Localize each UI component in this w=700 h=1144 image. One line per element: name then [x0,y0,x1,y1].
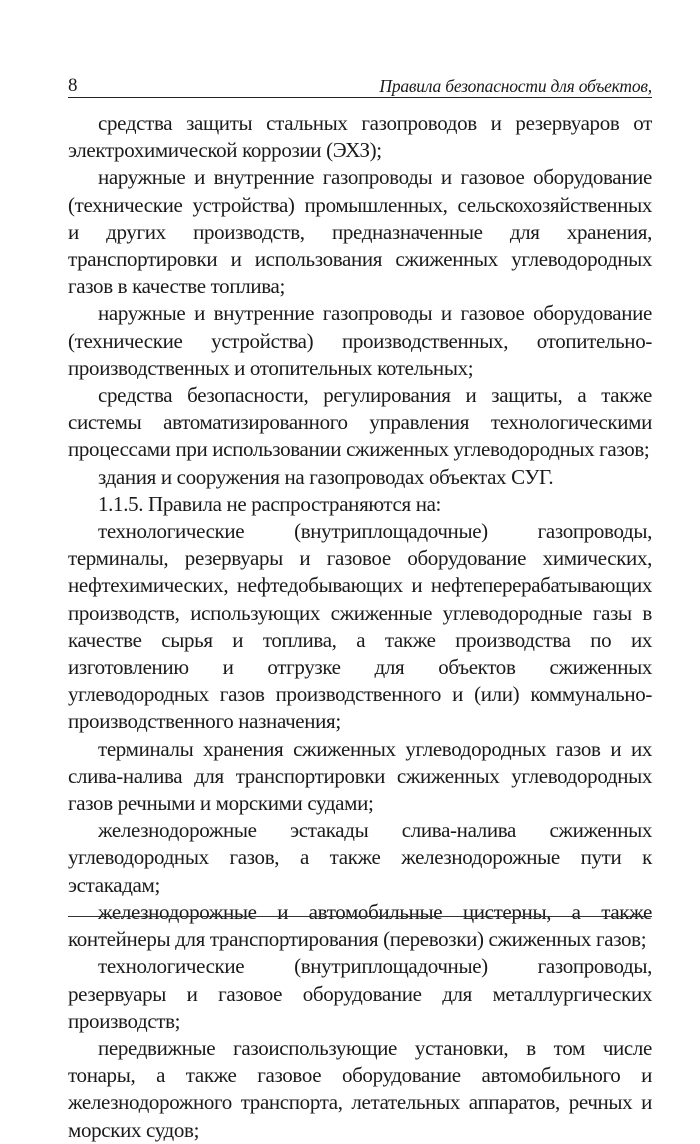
paragraph: средства защиты стальных газопроводов и резервуаров от электрохимической коррозии (ЭХЗ); [68,111,652,163]
footer-rule [68,916,652,917]
paragraph: технологические (внутриплощадочные) газопроводы, терминалы, резервуары и газовое оборудование химических, нефтехимических, нефтедобывающих и нефтеперерабатывающих производств, использующих сжиженные углеводородные газы в качестве сырья и топлива, а также производства по их изготовлению и отгрузке для объектов сжиженных углеводородных газов производственного и (или) коммунально-производственного назначения; [68,519,652,734]
paragraph: наружные и внутренние газопроводы и газовое оборудование (технические устройства) производственных, отопительно-производственных и отопительных котельных; [68,301,652,380]
paragraph: наружные и внутренние газопроводы и газовое оборудование (технические устройства) промышленных, сельскохозяйственных и других производств, предназначенные для хранения, транспортировки и использования сжиженных углеводородных газов в качестве топлива; [68,165,652,299]
paragraph: передвижные газоиспользующие установки, в том числе тонары, а также газовое оборудование автомобильного и железнодорожного транспорта, летательных аппаратов, речных и морских судов; [68,1035,652,1142]
paragraph: технологические (внутриплощадочные) газопроводы, резервуары и газовое оборудование для металлургических производств; [68,954,652,1033]
running-header [68,74,652,98]
paragraph: здания и сооружения на газопроводах объектах СУГ. [98,464,554,489]
paragraph: средства безопасности, регулирования и защиты, а также системы автоматизированного управления технологическими процессами при использовании сжиженных углеводородных газов; [68,383,652,462]
paragraph: железнодорожные и автомобильные цистерны, а также контейнеры для транспортирования (перевозки) сжиженных газов; [68,899,652,952]
body-text [68,110,652,1144]
document-page [68,74,652,1144]
section-heading: 1.1.5. Правила не распространяются на: [98,491,442,516]
page-number: 8 [68,75,78,96]
paragraph: терминалы хранения сжиженных углеводородных газов и их слива-налива для транспортировки сжиженных углеводородных газов речными и морскими судами; [68,736,652,816]
paragraph: железнодорожные эстакады слива-налива сжиженных углеводородных газов, а также железнодорожные пути к эстакадам; [68,818,652,897]
running-title: Правила безопасности для объектов, [379,76,652,96]
